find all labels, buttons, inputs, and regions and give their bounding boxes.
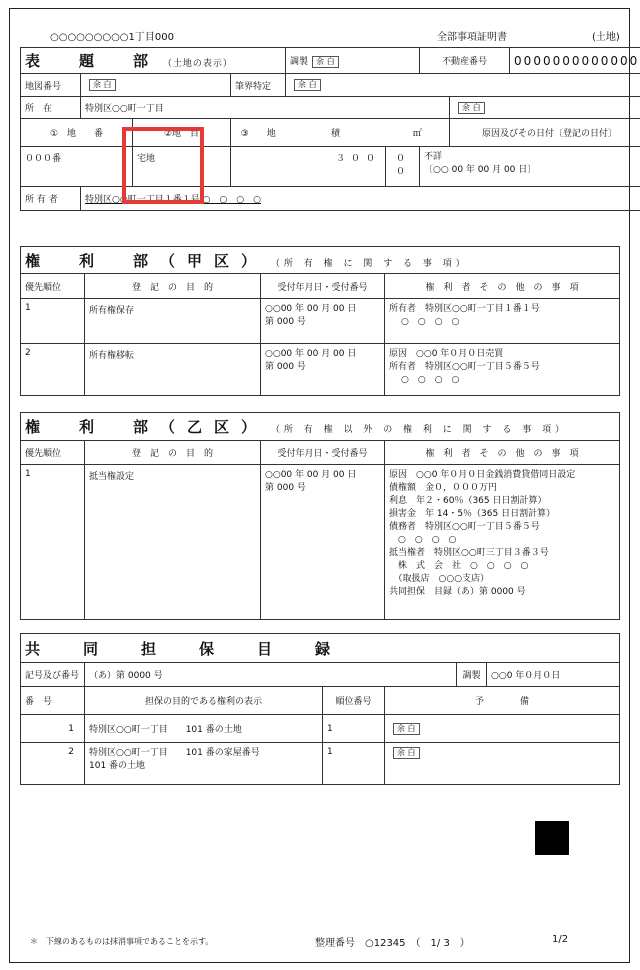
fudosan-number: 0000000000000 (510, 48, 640, 74)
otsuku-title: 権 利 部（乙区） (25, 418, 269, 436)
otsuku-h1: 優先順位 (21, 441, 85, 465)
footer-note: ＊ 下線のあるものは抹消事項であることを示す。 (30, 937, 214, 946)
kouku-h1: 優先順位 (21, 274, 85, 299)
kyodo-h2: 担保の目的である権利の表示 (85, 687, 323, 715)
kyodo-table (20, 633, 620, 785)
hikkai-value: 余 白 (294, 79, 321, 91)
fudosan-label: 不動産番号 (420, 48, 510, 74)
otsuku-detail-line: 債務者 特別区○○町一丁目５番５号 (389, 522, 540, 532)
owner-value: 特別区○○町一丁目１番１号 (85, 195, 200, 205)
kyodo-h4: 予 備 (385, 687, 620, 715)
kyodo-chosei-value: ○○0 年０月０日 (487, 663, 620, 687)
shozai-label: 所 在 (21, 97, 81, 119)
kouku-row-date: ○○00 年 00 月 00 日 (265, 349, 357, 359)
kyodo-row-yobi: 余 白 (393, 747, 420, 759)
otsuku-detail-line: 損害金 年 14・5％（365 日日割計算） (389, 509, 556, 519)
row-chiban: ０００番 (21, 147, 133, 187)
kigo-value: （あ）第 0000 号 (85, 663, 457, 687)
chizu-label: 地図番号 (21, 74, 81, 97)
otsuku-row-date: ○○00 年 00 月 00 日 (265, 470, 357, 480)
kouku-row-detail: ○ ○ ○ ○ (401, 317, 460, 327)
kouku-row-date: ○○00 年 00 月 00 日 (265, 304, 357, 314)
otsuku-h3: 受付年月日・受付番号 (261, 441, 385, 465)
otsuku-row-purpose: 抵当権設定 (85, 465, 261, 620)
col-chiban: ① 地 番 (21, 119, 133, 147)
hyodai-subtitle: （土地の表示） (162, 59, 233, 69)
kyodo-row-display: 101 番の土地 (89, 761, 146, 771)
footer-page-number: 1/2 (552, 934, 569, 945)
otsuku-subtitle: （所 有 権 以 外 の 権 利 に 関 す る 事 項） (270, 425, 569, 435)
otsuku-detail-line: （取扱店 ○○○支店） (389, 574, 490, 584)
hyodai-title: 表 題 部 (25, 52, 161, 70)
table-row (21, 299, 620, 344)
kouku-h3: 受付年月日・受付番号 (261, 274, 385, 299)
shozai-value: 特別区○○町一丁目 (81, 97, 450, 119)
table-row (21, 743, 620, 785)
footer-seiri-number: 整理番号 ○12345 （ 1/ 3 ） (315, 938, 470, 949)
kyodo-row-yobi: 余 白 (393, 723, 420, 735)
row-area-int: ３００ (231, 147, 386, 187)
black-square-mark (535, 821, 569, 855)
otsuku-detail-line: 原因 ○○0 年０月０日金銭消費貸借同日設定 (389, 470, 576, 480)
header-doc-type: (土地) (592, 32, 620, 43)
otsuku-row-no: 1 (21, 465, 85, 620)
header-address: ○○○○○○○○○1丁目000 (50, 32, 174, 43)
kouku-row-no: 1 (21, 299, 85, 344)
kouku-h2: 登 記 の 目 的 (85, 274, 261, 299)
otsuku-h2: 登 記 の 目 的 (85, 441, 261, 465)
otsuku-table (20, 412, 620, 620)
col-area: ③ 地 (231, 119, 286, 147)
row-chimoku: 宅地 (133, 147, 231, 187)
kigo-label: 記号及び番号 (21, 663, 85, 687)
table-row (21, 465, 620, 620)
kyodo-row-no: 1 (21, 715, 85, 743)
kouku-row-purpose: 所有権移転 (85, 344, 261, 396)
otsuku-detail-line: ○ ○ ○ ○ (389, 535, 457, 545)
otsuku-row-number: 第 000 号 (265, 483, 306, 493)
col-area-unit: ㎡ (386, 119, 450, 147)
kouku-row-no: 2 (21, 344, 85, 396)
kouku-row-purpose: 所有権保存 (85, 299, 261, 344)
col-cause: 原因及びその日付〔登記の日付〕 (450, 119, 640, 147)
kouku-row-detail: 所有者 特別区○○町一丁目５番５号 (389, 362, 540, 372)
kouku-subtitle: （所 有 権 に 関 す る 事 項） (270, 258, 469, 269)
chosei-value: 余 白 (312, 56, 339, 68)
kyodo-h3: 順位番号 (323, 687, 385, 715)
otsuku-detail-line: 株 式 会 社 ○ ○ ○ ○ (389, 561, 529, 571)
kyodo-row-rank: 1 (323, 743, 385, 785)
kouku-row-detail: 所有者 特別区○○町一丁目１番１号 (389, 304, 540, 314)
kouku-row-number: 第 000 号 (265, 317, 306, 327)
header-doc-title: 全部事項証明書 (437, 32, 507, 43)
kouku-row-detail: ○ ○ ○ ○ (401, 375, 460, 385)
kyodo-title: 共 同 担 保 目 録 (25, 639, 345, 658)
highlight-box (122, 127, 204, 204)
otsuku-h4: 権 利 者 そ の 他 の 事 項 (385, 441, 620, 465)
col-area-seki: 積 (286, 119, 386, 147)
kyodo-row-display: 特別区○○町一丁目 101 番の土地 (85, 715, 323, 743)
kyodo-chosei-label: 調製 (457, 663, 487, 687)
kouku-table (20, 246, 620, 396)
kouku-row-number: 第 000 号 (265, 362, 306, 372)
col-chimoku: ②地 目 (133, 119, 231, 147)
kouku-h4: 権 利 者 そ の 他 の 事 項 (385, 274, 620, 299)
kyodo-row-display: 特別区○○町一丁目 101 番の家屋番号 (89, 748, 260, 758)
owner-name: ○ ○ ○ ○ (202, 195, 262, 205)
otsuku-detail-line: 債権額 金０，０００万円 (389, 483, 498, 493)
kouku-title: 権 利 部（甲区） (25, 251, 269, 270)
table-row (21, 715, 620, 743)
owner-label: 所 有 者 (21, 187, 81, 211)
table-row (21, 344, 620, 396)
otsuku-detail-line: 抵当権者 特別区○○町三丁目３番３号 (389, 548, 549, 558)
kyodo-row-no: 2 (21, 743, 85, 785)
otsuku-detail-line: 共同担保 目録（あ）第 0000 号 (389, 587, 526, 597)
hyodai-table (20, 47, 640, 211)
kouku-row-detail: 原因 ○○0 年０月０日売買 (389, 349, 504, 359)
chizu-value: 余 白 (89, 79, 116, 91)
row-cause-1: 不詳 (424, 152, 443, 162)
row-area-dec: ００ (386, 147, 420, 187)
hikkai-label: 筆界特定 (231, 74, 286, 97)
kyodo-row-rank: 1 (323, 715, 385, 743)
chosei-label: 調製 (290, 56, 309, 67)
row-cause-2: 〔○○ 00 年 00 月 00 日〕 (424, 165, 537, 175)
kyodo-h1: 番 号 (21, 687, 85, 715)
otsuku-detail-line: 利息 年２・60％（365 日日割計算） (389, 496, 547, 506)
shozai-note: 余 白 (458, 102, 485, 114)
